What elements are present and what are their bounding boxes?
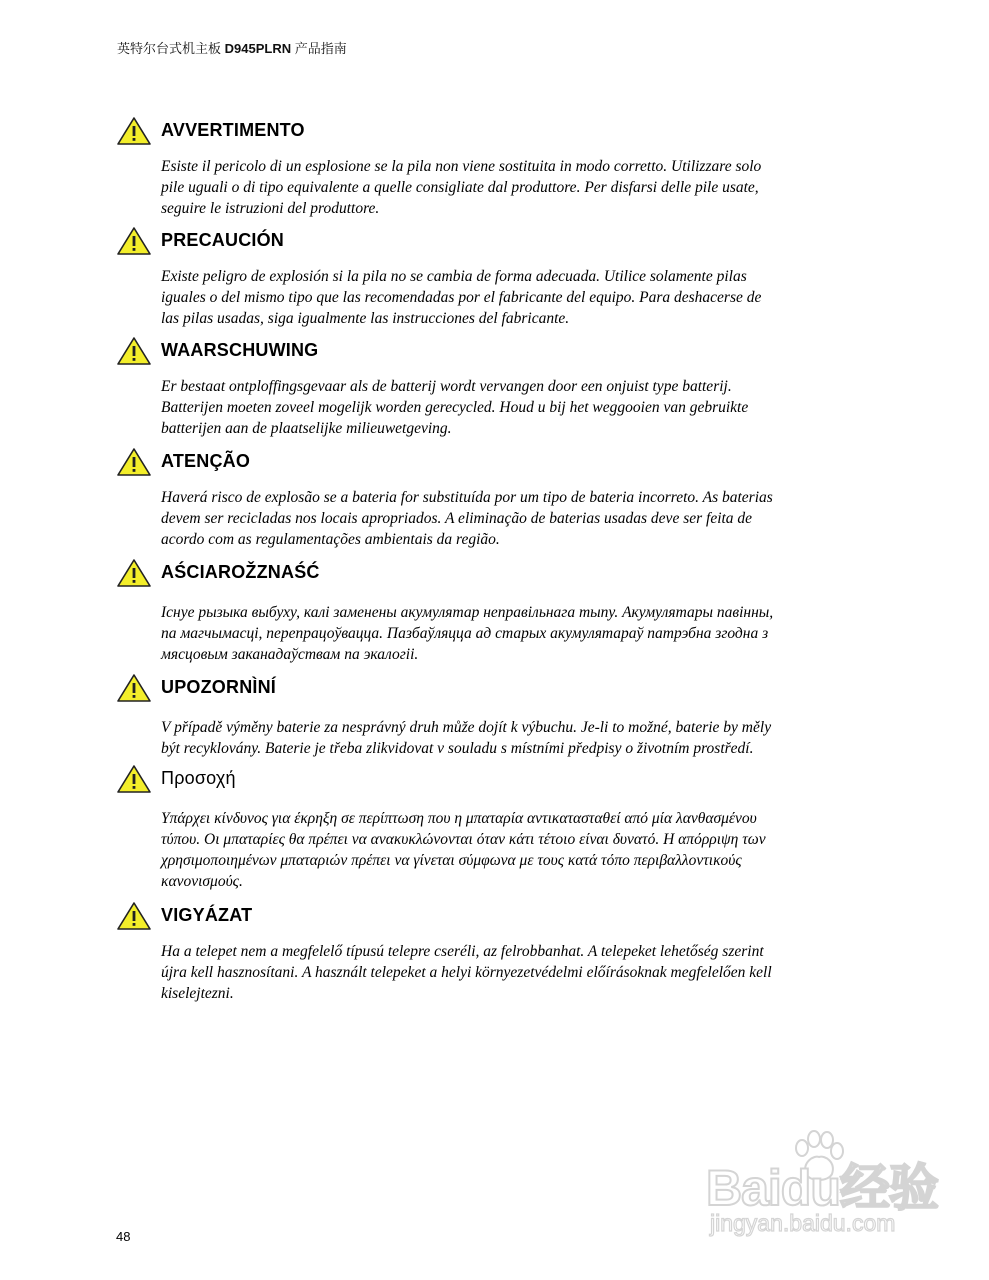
warning-line: pile uguali o di tipo equivalente a quelle consigliate dal produttore. Per disfarsi delle pile usate, [161,179,759,196]
warning-triangle-icon [116,447,152,477]
warning-line: па магчымасці, перепрацоўвацца. Пазбаўляцца ад старых акумулятараў патрэбна згодна з [161,625,769,642]
warning-line: acordo com as regulamentações ambientais da região. [161,531,500,548]
warning-line: být recyklovány. Baterie je třeba zlikvidovat v souladu s místními předpisy o životním prostředí. [161,740,754,757]
warning-triangle-icon [116,116,152,146]
warning-line: Існуе рызыка выбуху, калі заменены акумулятар неправільнага тыпу. Акумулятары павінны, [161,604,774,621]
warning-body [161,156,873,219]
warning-line: χρησιμοποιημένων μπαταριών πρέπει να γίνεται σύμφωνα με τους κατά τόπο περιβαλλοντικούς [161,852,742,869]
warning-line: Er bestaat ontploffingsgevaar als de batterij wordt vervangen door een onjuist type batterij. [161,378,732,395]
page-number: 48 [116,1229,131,1244]
warning-title: AVVERTIMENTO [161,120,305,140]
baidu-watermark [700,1128,940,1258]
warning-triangle-icon [116,226,152,256]
warning-triangle-icon [116,673,152,703]
watermark-url: jingyan.baidu.com [710,1210,896,1236]
warning-line: κανονισμούς. [161,873,243,890]
warning-body [161,941,873,1004]
warning-triangle-icon [116,558,152,588]
warning-line: Batterijen moeten zoveel mogelijk worden gerecycled. Houd u bij het weggooien van gebruikte [161,399,749,416]
header-model: D945PLRN [224,41,292,56]
warning-triangle-icon [116,336,152,366]
warning-line: seguire le istruzioni del produttore. [161,200,380,217]
warning-body [161,602,873,665]
warning-triangle-icon [116,901,152,931]
warning-line: devem ser recicladas nos locais apropriados. A eliminação de baterias usadas deve ser feita de [161,510,753,527]
header-title-prefix: 英特尔台式机主板 [117,41,225,56]
warning-body [161,808,873,892]
warning-title: UPOZORNÌNÍ [161,677,277,697]
warning-line: τύπου. Οι μπαταρίες θα πρέπει να ανακυκλώνονται όταν κάτι τέτοιο είναι δυνατό. Η απόρριψη των [161,831,766,848]
warning-title: VIGYÁZAT [161,905,253,925]
warning-body [161,376,873,439]
warning-title: Προσοχή [161,768,236,788]
warning-line: Esiste il pericolo di un esplosione se la pila non viene sostituita in modo corretto. Utilizzare solo [161,158,762,175]
warning-line: Υπάρχει κίνδυνος για έκρηξη σε περίπτωση που η μπαταρία αντικατασταθεί από μία λανθασμένου [161,810,757,827]
warning-line: V případě výměny baterie za nesprávný druh může dojít k výbuchu. Je-li to možné, baterie by měly [161,719,772,736]
warning-line: iguales o del mismo tipo que las recomendadas por el fabricante del equipo. Para deshacerse de [161,289,762,306]
header-title-suffix: 产品指南 [291,41,347,56]
warning-line: batterijen aan de plaatselijke milieuwetgeving. [161,420,452,437]
warning-title: AŚCIAROŽZNAŚĆ [161,562,320,582]
warning-title: WAARSCHUWING [161,340,319,360]
warning-line: las pilas usadas, siga igualmente las instrucciones del fabricante. [161,310,570,327]
warning-line: újra kell hasznosítani. A használt telepeket a helyi környezetvédelmi előírásoknak megfelelően kell [161,964,772,981]
warning-line: kiselejtezni. [161,985,234,1002]
warning-body [161,266,873,329]
watermark-brand: Baidu经验 [706,1160,938,1216]
warning-line: Existe peligro de explosión si la pila no se cambia de forma adecuada. Utilice solamente pilas [161,268,747,285]
warning-title: ATENÇÃO [161,451,251,471]
warning-line: Ha a telepet nem a megfelelő típusú telepre cseréli, az felrobbanhat. A telepeket lehetőség szerint [161,943,764,960]
warning-line: Haverá risco de explosão se a bateria for substituída por um tipo de bateria incorreto. As baterias [161,489,773,506]
warning-body [161,717,873,759]
warning-line: мясцовым заканадаўствам па экалогіі. [161,646,419,663]
warning-body [161,487,873,550]
warning-title: PRECAUCIÓN [161,230,285,250]
warning-triangle-icon [116,764,152,794]
